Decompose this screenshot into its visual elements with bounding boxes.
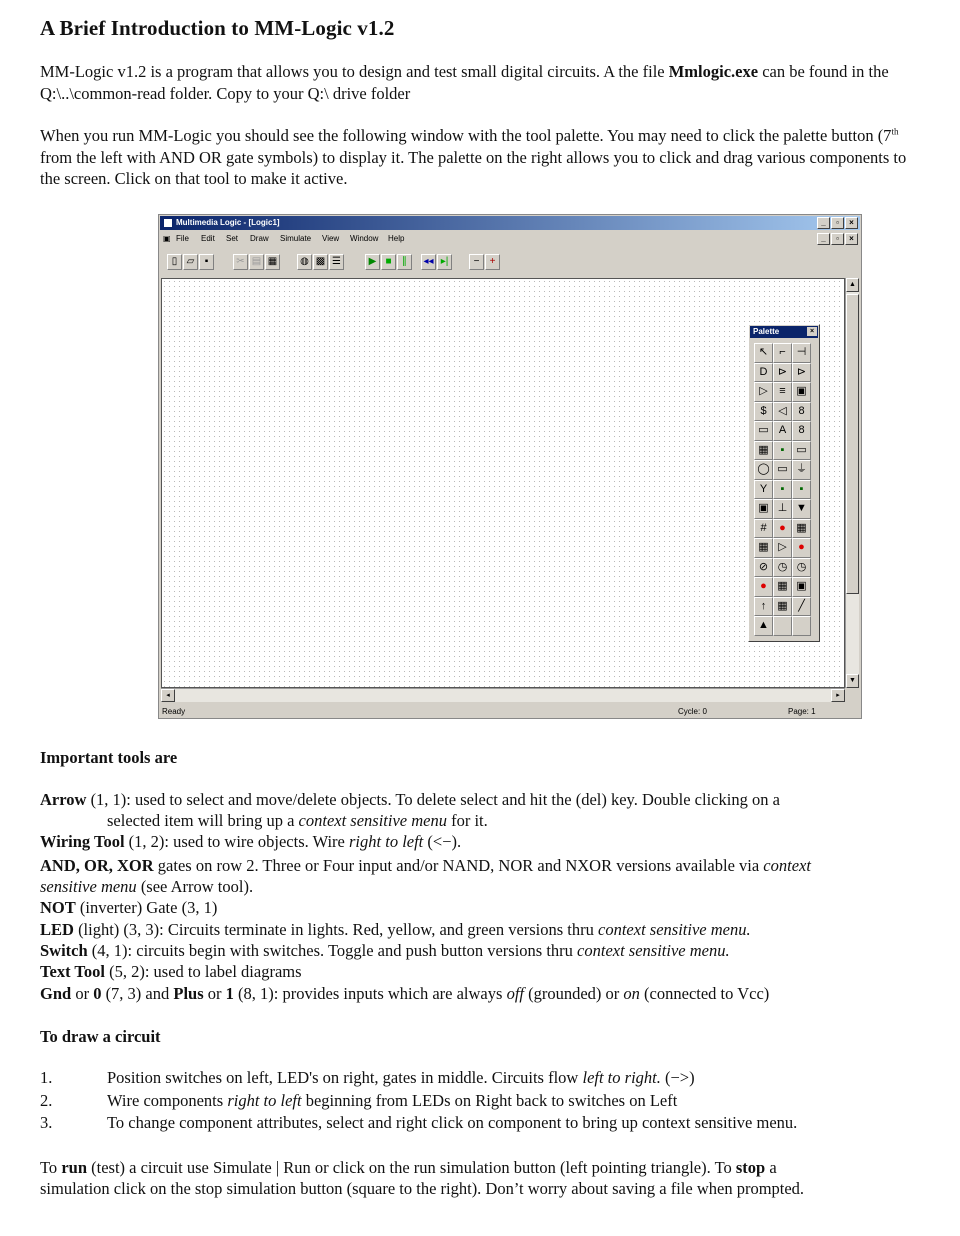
palette-icon[interactable]: ◍ — [297, 254, 312, 270]
intro-paragraph-1: MM-Logic v1.2 is a program that allows you to design and test small digital circuits. A the file Mmlogic.exe can be found in the Q:\..\common-read folder. Copy to your Q:\ drive folder — [40, 62, 889, 103]
drawing-canvas[interactable] — [161, 278, 845, 688]
palette-tool-icon[interactable]: ≡ — [773, 382, 792, 402]
palette-tool-icon[interactable]: $ — [754, 402, 773, 422]
window-titlebar — [160, 216, 860, 230]
palette-tool-icon[interactable]: ▦ — [773, 577, 792, 597]
save-icon[interactable]: ▪ — [199, 254, 214, 270]
palette-tool-icon[interactable]: ↑ — [754, 597, 773, 617]
scroll-down-icon[interactable]: ▼ — [846, 674, 859, 688]
zoom-in-icon[interactable]: + — [485, 254, 500, 270]
palette-tool-icon[interactable]: ◯ — [754, 460, 773, 480]
status-cycle: Cycle: 0 — [678, 707, 707, 716]
palette-tool-icon[interactable]: ⊳ — [792, 363, 811, 383]
palette-tool-icon[interactable]: 8 — [792, 402, 811, 422]
palette-tool-icon[interactable]: ▷ — [773, 538, 792, 558]
palette-tool-icon[interactable]: ▪ — [792, 480, 811, 500]
run-paragraph-line-1: To run (test) a circuit use Simulate | Run or click on the run simulation button (left pointing triangle). To stop a — [40, 1158, 777, 1177]
open-icon[interactable]: ▱ — [183, 254, 198, 270]
mmlogic-window-screenshot — [158, 214, 862, 719]
palette-tool-icon[interactable]: ⊥ — [773, 499, 792, 519]
list-number: 3. — [40, 1113, 53, 1132]
palette-tool-icon[interactable]: ▼ — [792, 499, 811, 519]
properties-icon[interactable]: ☰ — [329, 254, 344, 270]
palette-tool-icon[interactable] — [792, 616, 811, 636]
status-bar — [160, 705, 860, 718]
run-icon[interactable]: ▶ — [365, 254, 380, 270]
menu-help[interactable]: Help — [388, 234, 405, 243]
palette-tool-icon[interactable]: ▦ — [754, 538, 773, 558]
switch-line: Switch (4, 1): circuits begin with switches. Toggle and push button versions thru context sensitive menu. — [40, 941, 730, 960]
minimize-icon[interactable]: _ — [817, 217, 830, 229]
palette-tool-icon[interactable]: 8 — [792, 421, 811, 441]
vertical-scrollbar[interactable] — [845, 278, 859, 688]
intro-paragraph-2: When you run MM-Logic you should see the following window with the tool palette. You may need to click the palette button (7th from the left with AND OR gate symbols) to display it. The palette on the right allows you to click and drag various components to the screen. Click on that tool to make it active. — [40, 126, 907, 188]
palette-tool-icon[interactable]: ⌐ — [773, 343, 792, 363]
window-title: Multimedia Logic - [Logic1] — [176, 218, 280, 227]
text-tool-line: Text Tool (5, 2): used to label diagrams — [40, 962, 302, 981]
palette-tool-icon[interactable]: # — [754, 519, 773, 539]
stop-icon[interactable]: ■ — [381, 254, 396, 270]
list-item: Position switches on left, LED's on right, gates in middle. Circuits flow left to right. (−>) — [107, 1068, 695, 1087]
palette-tool-icon[interactable]: ▲ — [754, 616, 773, 636]
zoom-out-icon[interactable]: − — [469, 254, 484, 270]
doc-icon: ▣ — [163, 234, 171, 243]
scroll-up-icon[interactable]: ▲ — [846, 278, 859, 292]
status-page: Page: 1 — [788, 707, 816, 716]
palette-tool-icon[interactable]: ▦ — [773, 597, 792, 617]
palette-title: Palette — [753, 327, 780, 336]
palette-tool-icon[interactable]: ● — [773, 519, 792, 539]
palette-tool-icon[interactable]: ▣ — [754, 499, 773, 519]
palette-tool-icon[interactable]: ● — [792, 538, 811, 558]
not-gate-line: NOT (inverter) Gate (3, 1) — [40, 898, 218, 917]
menu-bar — [160, 232, 860, 246]
cut-icon[interactable]: ✂ — [233, 254, 248, 270]
maximize-icon[interactable]: ▫ — [831, 217, 844, 229]
palette-tool-icon[interactable]: ⊳ — [773, 363, 792, 383]
step-back-icon[interactable]: ◂◂ — [421, 254, 436, 270]
palette-tool-icon[interactable]: ▭ — [754, 421, 773, 441]
menu-file[interactable]: File — [176, 234, 189, 243]
menu-edit[interactable]: Edit — [201, 234, 215, 243]
palette-tool-icon[interactable]: ◷ — [773, 558, 792, 578]
list-item: Wire components right to left beginning from LEDs on Right back to switches on Left — [107, 1091, 678, 1110]
palette-tool-icon[interactable]: ⊣ — [792, 343, 811, 363]
list-number: 2. — [40, 1091, 53, 1110]
palette-tool-icon[interactable]: ◁ — [773, 402, 792, 422]
tools-heading: Important tools are — [40, 748, 178, 767]
palette-tool-icon[interactable]: ▣ — [792, 382, 811, 402]
palette-tool-icon[interactable]: ▦ — [754, 441, 773, 461]
app-icon — [163, 218, 173, 228]
palette-grid — [754, 343, 811, 636]
gates-line: AND, OR, XOR gates on row 2. Three or Four input and/or NAND, NOR and NXOR versions available via context — [40, 856, 811, 875]
menu-view[interactable]: View — [322, 234, 340, 243]
doc-restore-icon[interactable]: ▫ — [831, 233, 844, 245]
scroll-right-icon[interactable]: ▸ — [831, 689, 845, 702]
palette-tool-icon[interactable]: ⏚ — [792, 460, 811, 480]
close-icon[interactable]: × — [845, 217, 858, 229]
gates-line-2: sensitive menu (see Arrow tool). — [40, 877, 254, 896]
palette-tool-icon[interactable]: ▭ — [792, 441, 811, 461]
tool-palette — [748, 324, 820, 642]
palette-close-icon[interactable]: × — [807, 327, 817, 336]
menu-simulate[interactable]: Simulate — [280, 234, 312, 243]
run-paragraph-line-2: simulation click on the stop simulation button (square to the right). Don’t worry about saving a file when prompted. — [40, 1179, 805, 1198]
palette-tool-icon[interactable]: ↖ — [754, 343, 773, 363]
gnd-plus-line: Gnd or 0 (7, 3) and Plus or 1 (8, 1): provides inputs which are always off (grounded) or on (connected to Vcc) — [40, 984, 770, 1003]
palette-tool-icon[interactable] — [773, 616, 792, 636]
arrow-tool-line: Arrow (1, 1): used to select and move/delete objects. To delete select and hit the (del) key. Double clicking on a — [40, 790, 780, 809]
grid-icon[interactable]: ▩ — [313, 254, 328, 270]
palette-tool-icon[interactable]: ▷ — [754, 382, 773, 402]
scroll-thumb[interactable] — [846, 294, 859, 594]
toolbar — [163, 254, 857, 272]
list-item: To change component attributes, select and right click on component to bring up context sensitive menu. — [107, 1113, 798, 1132]
palette-tool-icon[interactable]: ⊘ — [754, 558, 773, 578]
menu-window[interactable]: Window — [350, 234, 379, 243]
horizontal-scrollbar[interactable] — [161, 688, 845, 702]
wiring-tool-line: Wiring Tool (1, 2): used to wire objects. Wire right to left (<−). — [40, 832, 462, 851]
scroll-left-icon[interactable]: ◂ — [161, 689, 175, 702]
status-ready: Ready — [162, 707, 186, 716]
palette-tool-icon[interactable]: ▪ — [773, 480, 792, 500]
doc-minimize-icon[interactable]: _ — [817, 233, 830, 245]
page-title: A Brief Introduction to MM-Logic v1.2 — [40, 16, 395, 40]
new-icon[interactable]: ▯ — [167, 254, 182, 270]
palette-tool-icon[interactable]: ◷ — [792, 558, 811, 578]
draw-heading: To draw a circuit — [40, 1027, 161, 1046]
copy-icon[interactable]: ▤ — [249, 254, 264, 270]
led-line: LED (light) (3, 3): Circuits terminate in lights. Red, yellow, and green versions thru context sensitive menu. — [40, 920, 751, 939]
menu-set[interactable]: Set — [226, 234, 239, 243]
palette-tool-icon[interactable]: A — [773, 421, 792, 441]
palette-tool-icon[interactable]: ▪ — [773, 441, 792, 461]
step-icon[interactable]: ▸| — [437, 254, 452, 270]
list-number: 1. — [40, 1068, 53, 1087]
doc-close-icon[interactable]: × — [845, 233, 858, 245]
palette-tool-icon[interactable]: Y — [754, 480, 773, 500]
arrow-tool-line-2: selected item will bring up a context sensitive menu for it. — [107, 811, 488, 830]
pause-icon[interactable]: ∥ — [397, 254, 412, 270]
menu-draw[interactable]: Draw — [250, 234, 269, 243]
paste-icon[interactable]: ▦ — [265, 254, 280, 270]
palette-tool-icon[interactable]: ● — [754, 577, 773, 597]
palette-tool-icon[interactable]: ▣ — [792, 577, 811, 597]
palette-tool-icon[interactable]: D — [754, 363, 773, 383]
palette-tool-icon[interactable]: ▦ — [792, 519, 811, 539]
palette-tool-icon[interactable]: ╱ — [792, 597, 811, 617]
palette-tool-icon[interactable]: ▭ — [773, 460, 792, 480]
